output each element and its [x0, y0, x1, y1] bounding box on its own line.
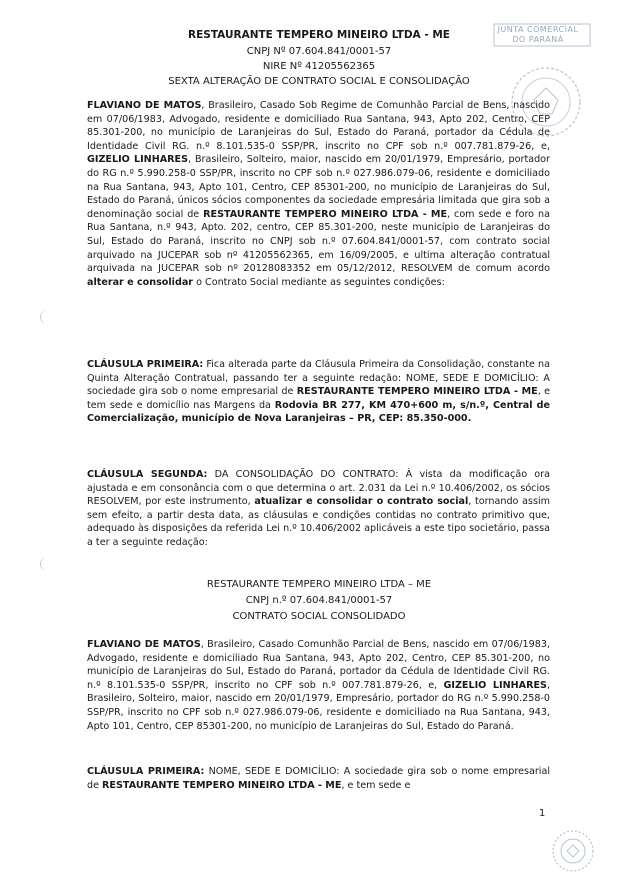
clause-text: , tornando assim sem efeito, a partir desta data, as cláusulas e condições contidas no contrato primitivo que, adequado às disposições da referida Lei n.º 10.406/2002 aplicáveis a este tipo societário, passa a ter a seguinte redação: [87, 496, 550, 548]
partner-details: , Brasileiro, Casado Sob Regime de Comunhão Parcial de Bens, nascido em 07/06/1983, Advogado, residente e domiciliado Rua Santana, 943, Apto 202, Centro, CEP 85.301-200, no município de Laranjeiras do Sul, Estado do Paraná, portador da Cédula de Identidade Civil RG. n.º 8.101.535-0 SSP/PR, inscrito no CPF sob n.º 007.781.879-26, e, [87, 100, 551, 152]
company-address: Rodovia BR 277, KM 470+600 m, s/n.º, Central de Comercialização, município de Nova Laranjeiras – PR, CEP: 85.350-000. [87, 399, 550, 425]
consolidated-clause-one [87, 765, 550, 792]
partner-name: FLAVIANO DE MATOS [87, 100, 202, 111]
partner-name: GIZELIO LINHARES [443, 679, 547, 691]
company-name: RESTAURANTE TEMPERO MINEIRO LTDA - ME [102, 779, 342, 791]
document-title: SEXTA ALTERAÇÃO DE CONTRATO SOCIAL E CONSOLIDAÇÃO [168, 76, 470, 87]
junta-stamp-text [483, 25, 593, 45]
parties-paragraph [87, 638, 550, 733]
clause-text: DA CONSOLIDAÇÃO DO CONTRATO: À vista da modificação ora ajustada e em consonância com o que determina o art. 2.031 da Lei n.º 10.406/2002, os sócios RESOLVEM, por este instrumento, [87, 469, 550, 508]
partner-details: , Brasileiro, Solteiro, maior, nascido em 20/01/1979, Empresário, portador do RG n.º 5.990.258-0 SSP/PR, inscrito no CPF sob n.º 027.986.079-06, residente e domiciliado na Rua Santana, 943, Apto 101, Centro, CEP 85301-200, no município de Laranjeiras do Sul, Estado do Paraná, únicos sócios componentes da sociedade empresária limitada que gira sob a denominação social de [87, 154, 550, 220]
nire-line: NIRE Nº 41205562365 [262, 61, 376, 72]
company-details: , com sede e foro na Rua Santana, n.º 943, Apto. 202, centro, CEP 85.301-200, neste município de Laranjeiras do Sul, Estado do Paraná, inscrito no CNPJ sob n.º 07.604.841/0001-57, com contrato social arquivado na JUCEPAR sob nº 41205562365, em 16/09/2005, e ultima alteração contratual arquivada na JUCEPAR sob nº 20128083352 em 05/12/2012, RESOLVEM de comum acordo [87, 208, 550, 275]
clause-text: , e tem sede e [341, 779, 411, 791]
stamp-line-1: JUNTA COMERCIAL [497, 25, 579, 34]
clause-one-paragraph [87, 358, 550, 426]
partner-name: FLAVIANO DE MATOS [87, 639, 201, 650]
partner-details: , Brasileiro, Casado Comunhão Parcial de Bens, nascido em 07/06/1983, Advogado, residente e domiciliado Rua Santana, 943, Apto 202, Centro, CEP 85.301-200, no município de Laranjeiras do Sul, Estado do Paraná, portador da Cédula de Identidade Civil RG. n.º 8.101.535-0 SSP/PR, inscrito no CPF sob n.º 007.781.879-26, e, [87, 639, 551, 691]
clause-label: CLÁUSULA PRIMEIRA: [87, 359, 204, 370]
punch-hole-mark [40, 310, 47, 324]
intro-closing: o Contrato Social mediante as seguintes condições: [193, 276, 445, 288]
clause-text: , e tem sede e domicílio nas Margens da [87, 386, 550, 411]
clause-two-paragraph [87, 468, 550, 550]
consolidated-title: CONTRATO SOCIAL CONSOLIDADO [232, 611, 406, 622]
intro-paragraph [87, 99, 550, 289]
company-name: RESTAURANTE TEMPERO MINEIRO LTDA - ME [203, 208, 448, 220]
notary-seal-stamp [548, 826, 598, 876]
clause-text: NOME, SEDE E DOMICÍLIO: A sociedade gira sob o nome empresarial de [87, 766, 551, 791]
clause-text: Fica alterada parte da Cláusula Primeira da Consolidação, constante na Quinta Alteração Contratual, passando ter a seguinte redação: NOME, SEDE E DOMICÍLIO: A sociedade gira sob o nome empresarial de [87, 359, 550, 398]
clause-label: CLÁUSULA PRIMEIRA: [87, 766, 205, 777]
resolution-action: alterar e consolidar [87, 276, 194, 288]
resolution-action: atualizar e consolidar o contrato social [254, 496, 469, 508]
company-heading: RESTAURANTE TEMPERO MINEIRO LTDA - ME [188, 29, 450, 41]
cnpj-line: CNPJ Nº 07.604.841/0001-57 [246, 46, 392, 57]
clause-label: CLÁUSULA SEGUNDA: [87, 469, 208, 480]
punch-hole-mark [40, 557, 47, 571]
consolidated-cnpj: CNPJ n.º 07.604.841/0001-57 [245, 595, 393, 606]
consolidated-company: RESTAURANTE TEMPERO MINEIRO LTDA – ME [206, 579, 432, 590]
company-name: RESTAURANTE TEMPERO MINEIRO LTDA - ME [296, 386, 538, 398]
stamp-line-2: DO PARANÁ [512, 35, 564, 44]
partner-name: GIZELIO LINHARES [87, 154, 188, 166]
partner-details: , Brasileiro, Solteiro, maior, nascido em 20/01/1979, Empresário, portador do RG n.º 5.990.258-0 SSP/PR, inscrito no CPF sob n.º 027.986.079-06, residente e domiciliado na Rua Santana, 943, Apto 101, Centro, CEP 85301-200, no município de Laranjeiras do Sul, Estado do Paraná. [87, 679, 551, 732]
page-number: 1 [539, 808, 546, 819]
